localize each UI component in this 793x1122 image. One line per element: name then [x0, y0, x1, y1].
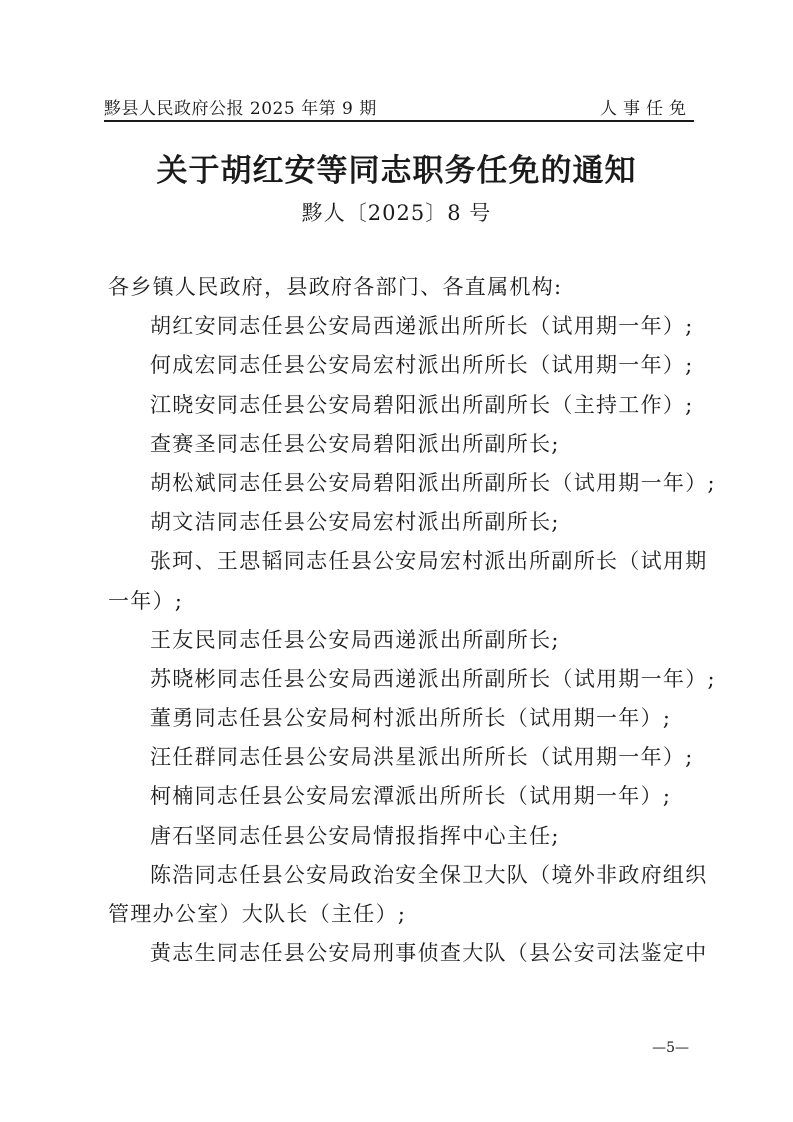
- appointment-line: 董勇同志任县公安局柯村派出所所长（试用期一年）;: [150, 706, 672, 731]
- appointment-line: 唐石坚同志任县公安局情报指挥中心主任;: [150, 823, 560, 848]
- document-number: 黟人〔2025〕8 号: [301, 201, 492, 225]
- appointment-line-continued: 一年）;: [108, 588, 184, 613]
- publication-name: 黟县人民政府公报 2025 年第 9 期: [104, 99, 377, 119]
- document-title: 关于胡红安等同志职务任免的通知: [156, 153, 637, 189]
- appointment-line: 张珂、王思韬同志任县公安局宏村派出所副所长（试用期: [150, 549, 708, 574]
- appointment-line: 查赛圣同志任县公安局碧阳派出所副所长;: [150, 431, 560, 456]
- appointment-line: 黄志生同志任县公安局刑事侦查大队（县公安司法鉴定中: [150, 941, 708, 966]
- appointment-line: 江晓安同志任县公安局碧阳派出所副所长（主持工作）;: [150, 392, 694, 417]
- appointment-line: 柯楠同志任县公安局宏潭派出所所长（试用期一年）;: [150, 784, 672, 809]
- appointment-line: 陈浩同志任县公安局政治安全保卫大队（境外非政府组织: [150, 862, 708, 887]
- salutation-line: 各乡镇人民政府，县政府各部门、各直属机构:: [108, 275, 563, 299]
- document-body: [108, 268, 716, 973]
- appointment-line: 汪任群同志任县公安局洪星派出所所长（试用期一年）;: [150, 745, 694, 770]
- appointment-line: 胡松斌同志任县公安局碧阳派出所副所长（试用期一年）;: [150, 470, 716, 495]
- appointment-line: 王友民同志任县公安局西递派出所副所长;: [150, 627, 560, 652]
- appointment-line-continued: 管理办公室）大队长（主任）;: [108, 902, 407, 926]
- page-header: [104, 94, 694, 119]
- appointment-line: 胡文洁同志任县公安局宏村派出所副所长;: [150, 510, 560, 535]
- page-number: —5—: [652, 1040, 689, 1056]
- appointment-line: 胡红安同志任县公安局西递派出所所长（试用期一年）;: [150, 314, 694, 339]
- appointment-line: 苏晓彬同志任县公安局西递派出所副所长（试用期一年）;: [150, 666, 716, 691]
- appointment-line: 何成宏同志任县公安局宏村派出所所长（试用期一年）;: [150, 353, 694, 378]
- section-label: 人事任免: [600, 99, 692, 119]
- header-divider: [104, 120, 694, 122]
